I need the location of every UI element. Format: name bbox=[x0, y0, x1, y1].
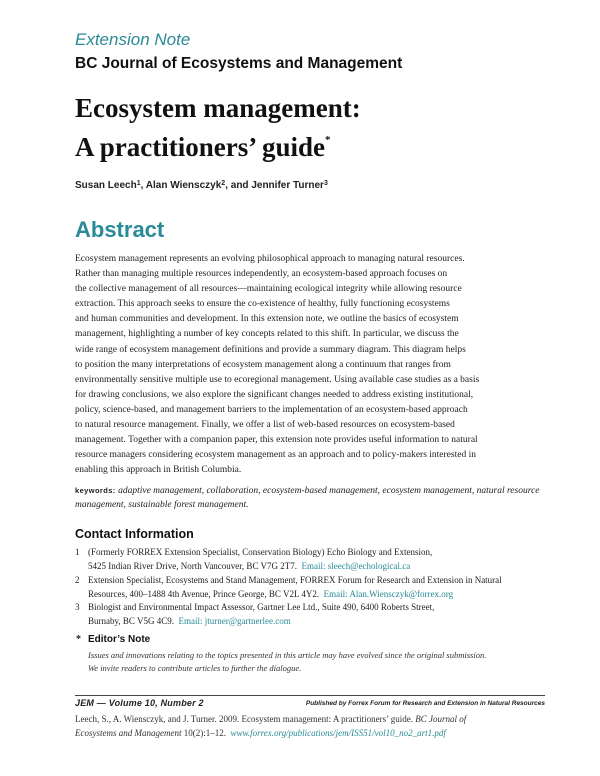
abstract-line: policy, science-based, and management barriers to the implementation of an ecosystem-based approach bbox=[75, 404, 468, 415]
author-affiliation: 1 bbox=[136, 180, 141, 187]
citation-volume: 10(2):1–12. bbox=[183, 727, 226, 738]
title-footnote-mark: * bbox=[324, 134, 331, 146]
abstract-line: extraction. This approach seeks to ensure the co-existence of healthy, fully functioning ecosystems bbox=[75, 299, 450, 310]
contact-number: 3 bbox=[75, 602, 80, 612]
article-title bbox=[75, 92, 361, 163]
abstract-line: resource managers considering ecosystem management as an approach and to policy-makers interested in bbox=[75, 450, 476, 461]
contact-affiliation: Extension Specialist, Ecosystems and Stand Management, FORREX Forum for Research and Extension in Natural bbox=[88, 575, 502, 585]
author-affiliation: 2 bbox=[221, 180, 226, 187]
contact-number: 1 bbox=[75, 547, 80, 557]
contact-address: Resources, 400–1488 4th Avenue, Prince George, BC V2L 4Y2. bbox=[88, 588, 320, 599]
email-label: Email: bbox=[301, 560, 326, 571]
author-separator: , bbox=[140, 180, 146, 191]
keywords-label: keywords: bbox=[75, 486, 116, 495]
author-list bbox=[75, 180, 328, 191]
abstract-line: to natural resource management. Finally, we offer a list of web-based resources on ecosystem-based bbox=[75, 420, 455, 431]
email-label: Email: bbox=[178, 615, 203, 626]
author-separator: , and bbox=[225, 180, 252, 191]
citation-journal: BC Journal of bbox=[415, 714, 467, 724]
editors-note-heading: Editor’s Note bbox=[88, 634, 151, 645]
abstract-heading: Abstract bbox=[75, 217, 165, 242]
author-name: Alan Wiensczyk bbox=[145, 180, 222, 191]
email-link[interactable]: sleech@echological.ca bbox=[327, 560, 411, 571]
citation-url-link[interactable]: www.forrex.org/publications/jem/ISS51/vol10_no2_art1.pdf bbox=[230, 727, 446, 738]
contact-address: Burnaby, BC V5G 4C9. bbox=[88, 615, 175, 626]
contact-number: 2 bbox=[75, 575, 80, 585]
abstract-line: Ecosystem management represents an evolving philosophical approach to managing natural resources. bbox=[75, 254, 465, 264]
contact-address: 5425 Indian River Drive, North Vancouver, BC V7G 2T7. bbox=[88, 560, 298, 571]
abstract-line: to position the many interpretations of ecosystem management along a continuum that ranges from bbox=[75, 359, 451, 370]
title-line-1: Ecosystem management: bbox=[75, 93, 361, 123]
journal-name: BC Journal of Ecosystems and Management bbox=[75, 55, 403, 72]
citation bbox=[75, 713, 545, 740]
keywords bbox=[75, 484, 545, 512]
author-name: Jennifer Turner bbox=[251, 180, 324, 191]
footer-divider bbox=[75, 695, 545, 696]
series-label: Extension Note bbox=[75, 30, 191, 49]
editors-note-line: We invite readers to contribute articles to further the dialogue. bbox=[88, 663, 302, 673]
journal-issue: JEM — Volume 10, Number 2 bbox=[75, 698, 204, 708]
author-affiliation: 3 bbox=[323, 180, 328, 187]
email-link[interactable]: jturner@gartnerlee.com bbox=[204, 615, 291, 626]
contact-heading: Contact Information bbox=[75, 527, 194, 541]
abstract-line: enabling this approach in British Columbia. bbox=[75, 465, 242, 476]
editors-note-line: Issues and innovations relating to the topics presented in this article may have evolved since the original submission. bbox=[88, 650, 487, 660]
abstract-line: Rather than managing multiple resources independently, an ecosystem-based approach focuses on bbox=[75, 269, 448, 280]
abstract-line: for drawing conclusions, we also explore the significant changes needed to address existing institutional, bbox=[75, 389, 474, 400]
email-link[interactable]: Alan.Wiensczyk@forrex.org bbox=[349, 588, 454, 599]
abstract-line: and human communities and development. In this extension note, we outline the basics of ecosystem bbox=[75, 314, 459, 325]
abstract-body bbox=[75, 252, 545, 478]
citation-text: Leech, S., A. Wiensczyk, and J. Turner. 2009. Ecosystem management: A practitioners’ guide. bbox=[75, 714, 413, 724]
abstract-line: the collective management of all resources—maintaining ecological integrity while allowing resource bbox=[75, 284, 462, 295]
contact-affiliation: Biologist and Environmental Impact Assessor, Gartner Lee Ltd., Suite 490, 6400 Roberts Street, bbox=[88, 602, 435, 612]
title-line-2: A practitioners’ guide bbox=[75, 132, 325, 162]
citation-journal: Ecosystems and Management bbox=[75, 727, 182, 738]
abstract-line: management, highlighting a number of key concepts related to this shift. In particular, we discuss the bbox=[75, 329, 459, 340]
author-name: Susan Leech bbox=[75, 180, 137, 191]
abstract-line: wide range of ecosystem management definitions and provide a summary diagram. This diagram helps bbox=[75, 344, 466, 355]
publisher-line: Published by Forrex Forum for Research and Extension in Natural Resources bbox=[305, 700, 545, 707]
editors-note-text bbox=[88, 649, 548, 675]
contact-affiliation: (Formerly FORREX Extension Specialist, Conservation Biology) Echo Biology and Extension, bbox=[88, 547, 433, 557]
abstract-line: management. Together with a companion paper, this extension note provides useful information to natural bbox=[75, 435, 478, 446]
editors-note-mark: * bbox=[76, 634, 81, 645]
email-label: Email: bbox=[323, 588, 348, 599]
keywords-value: adaptive management, collaboration, ecosystem-based management, ecosystem management, natural resource management, sustainable forest management. bbox=[75, 486, 540, 510]
abstract-line: environmentally sensitive multiple use to ecoregional management. Using available case studies as a basis bbox=[75, 374, 480, 385]
